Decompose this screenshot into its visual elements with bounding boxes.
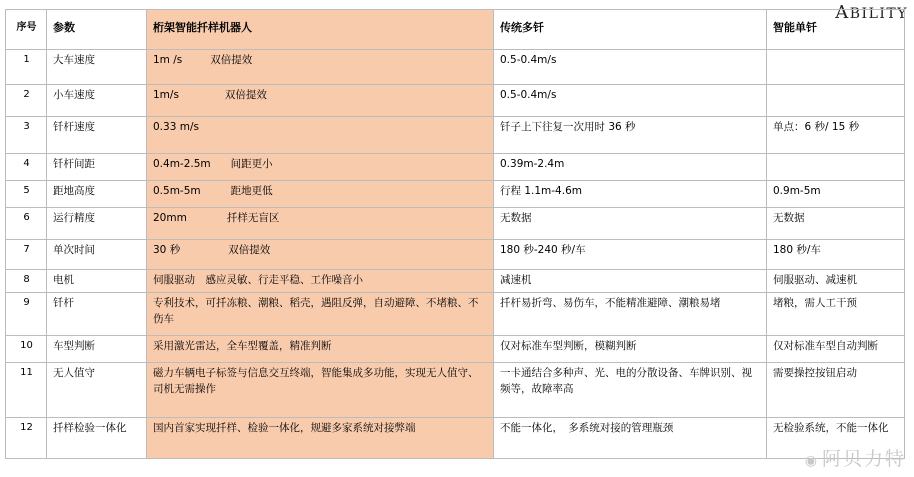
row-index: 10 [6,336,47,363]
row-robot [147,208,494,240]
header-robot: 桁架智能扦样机器人 [147,10,494,50]
row-single [767,50,905,85]
table-row [6,154,905,181]
weibo-icon: ◉ [804,453,819,469]
robot-note: 间距更小 [230,158,273,170]
row-param: 无人值守 [47,363,147,418]
row-robot [147,117,494,154]
row-param: 大车速度 [47,50,147,85]
row-single: 需要操控按钮启动 [767,363,905,418]
robot-note: 双倍提效 [224,89,267,101]
table-row [6,117,905,154]
row-param: 车型判断 [47,336,147,363]
robot-note: 双倍提效 [210,54,253,66]
row-multi: 0.5-0.4m/s [494,85,767,117]
row-index: 5 [6,181,47,208]
row-multi: 行程 1.1m-4.6m [494,181,767,208]
table-row [6,336,905,363]
watermark [805,444,906,471]
row-param: 运行精度 [47,208,147,240]
row-index: 2 [6,85,47,117]
row-param: 电机 [47,270,147,293]
row-robot [147,270,494,293]
row-robot [147,85,494,117]
table-row [6,418,905,459]
row-index: 11 [6,363,47,418]
row-param: 钎杆 [47,293,147,336]
robot-value: 0.33 m/s [153,121,199,133]
row-robot [147,240,494,270]
row-robot [147,418,494,459]
header-single: 智能单钎 [767,10,905,50]
header-multi: 传统多钎 [494,10,767,50]
row-index: 12 [6,418,47,459]
row-index: 7 [6,240,47,270]
table-row [6,293,905,336]
row-single: 无数据 [767,208,905,240]
row-single: 伺服驱动、减速机 [767,270,905,293]
row-param: 小车速度 [47,85,147,117]
ability-logo: ABILITY [835,2,908,23]
row-single: 堵粮，需人工干预 [767,293,905,336]
row-multi: 仅对标准车型判断，模糊判断 [494,336,767,363]
row-index: 1 [6,50,47,85]
row-index: 3 [6,117,47,154]
row-robot [147,336,494,363]
table-row [6,240,905,270]
row-single: 单点：6 秒/ 15 秒 [767,117,905,154]
row-param: 钎杆速度 [47,117,147,154]
row-multi: 不能一体化， 多系统对接的管理瓶颈 [494,418,767,459]
table-header-row [6,10,905,50]
table-row [6,363,905,418]
table-row [6,208,905,240]
row-multi: 钎子上下往复一次用时 36 秒 [494,117,767,154]
table-row [6,181,905,208]
row-param: 单次时间 [47,240,147,270]
robot-note: 双倍提效 [228,244,271,256]
robot-value: 1m/s [153,89,179,101]
robot-value: 专利技术，可扦冻粮、潮粮、稻壳，遇阻反弹，自动避障、不堵粮、不伤车 [153,297,479,325]
row-robot [147,363,494,418]
table-row [6,50,905,85]
watermark-text: 阿贝力特 [821,448,906,470]
robot-value: 20mm [153,212,187,224]
robot-value: 1m /s [153,54,183,66]
robot-value: 0.5m-5m [153,185,201,197]
robot-value: 0.4m-2.5m [153,158,211,170]
robot-note: 扦样无盲区 [226,212,280,224]
robot-value: 伺服驱动 感应灵敏、行走平稳、工作噪音小 [153,274,363,286]
row-single [767,85,905,117]
row-multi: 0.5-0.4m/s [494,50,767,85]
header-param: 参数 [47,10,147,50]
row-robot [147,181,494,208]
robot-value: 磁力车辆电子标签与信息交互终端，智能集成多功能，实现无人值守、司机无需操作 [153,367,479,395]
row-multi: 扦杆易折弯、易伤车，不能精准避障、潮粮易堵 [494,293,767,336]
robot-value: 30 秒 [153,244,181,256]
row-param: 钎杆间距 [47,154,147,181]
row-multi: 180 秒-240 秒/车 [494,240,767,270]
table-row [6,85,905,117]
row-multi: 减速机 [494,270,767,293]
robot-value: 采用激光雷达，全车型覆盖，精准判断 [153,340,332,352]
row-index: 8 [6,270,47,293]
row-multi: 一卡通结合多种声、光、电的分散设备、车牌识别、视频等，故障率高 [494,363,767,418]
comparison-table [5,9,905,459]
row-single: 180 秒/车 [767,240,905,270]
row-robot [147,293,494,336]
row-single: 仅对标准车型自动判断 [767,336,905,363]
row-robot [147,50,494,85]
robot-note: 距地更低 [230,185,273,197]
row-single: 0.9m-5m [767,181,905,208]
row-index: 6 [6,208,47,240]
robot-value: 国内首家实现扦样、检验一体化，规避多家系统对接弊端 [153,422,416,434]
row-single [767,154,905,181]
row-robot [147,154,494,181]
row-index: 9 [6,293,47,336]
table-row [6,270,905,293]
row-single: 无检验系统，不能一体化 [767,418,905,459]
row-index: 4 [6,154,47,181]
header-index: 序号 [6,10,47,50]
row-param: 扦样检验一体化 [47,418,147,459]
row-multi: 无数据 [494,208,767,240]
row-multi: 0.39m-2.4m [494,154,767,181]
row-param: 距地高度 [47,181,147,208]
